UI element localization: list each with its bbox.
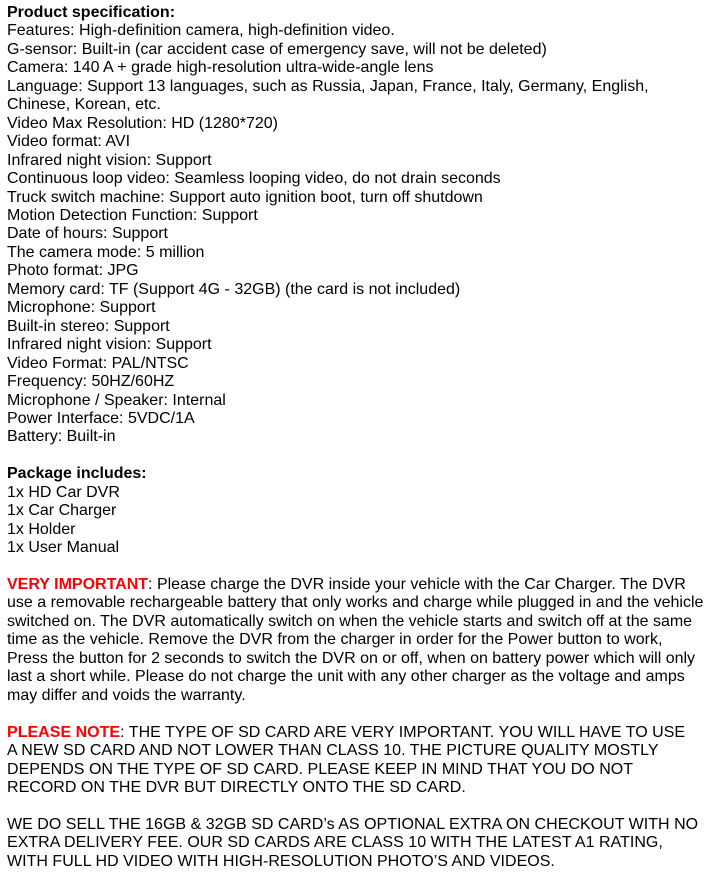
- offer-line: WE DO SELL THE 16GB & 32GB SD CARD’s AS OPTIONAL EXTRA ON CHECKOUT WITH NO: [7, 815, 699, 833]
- spec-item: Microphone / Speaker: Internal: [7, 391, 226, 409]
- section-spacer: [7, 558, 709, 576]
- spec-item: Camera: 140 A + grade high-resolution ultra-wide-angle lens: [7, 59, 434, 77]
- spec-item: Date of hours: Support: [7, 225, 168, 243]
- important-line: time as the vehicle. Remove the DVR from the charger in order for the Power button to work,: [7, 631, 663, 649]
- offer-line: EXTRA DELIVERY FEE. OUR SD CARDS ARE CLASS 10 WITH THE LATEST A1 RATING,: [7, 834, 663, 852]
- important-label: VERY IMPORTANT: [7, 576, 149, 594]
- spec-item: The camera mode: 5 million: [7, 243, 205, 261]
- important-text: : Please charge the DVR inside your vehicle with the Car Charger. The DVR: [148, 576, 686, 594]
- spec-item: Power Interface: 5VDC/1A: [7, 409, 195, 427]
- spec-item: G-sensor: Built-in (car accident case of emergency save, will not be deleted): [7, 40, 547, 58]
- spec-item: Photo format: JPG: [7, 262, 139, 280]
- spec-item: Language: Support 13 languages, such as Russia, Japan, France, Italy, Germany, English,: [7, 77, 649, 95]
- spec-item: Frequency: 50HZ/60HZ: [7, 373, 175, 391]
- product-description: [7, 4, 709, 871]
- sd-card-note: [7, 724, 709, 798]
- package-heading: Package includes:: [7, 465, 147, 483]
- important-line: may differ and voids the warranty.: [7, 686, 246, 704]
- note-line: RECORD ON THE DVR BUT DIRECTLY ONTO THE SD CARD.: [7, 778, 466, 796]
- package-list: [7, 484, 709, 558]
- package-item: 1x HD Car DVR: [7, 483, 120, 501]
- section-spacer: [7, 797, 709, 815]
- spec-item: Truck switch machine: Support auto ignition boot, turn off shutdown: [7, 188, 483, 206]
- spec-item: Motion Detection Function: Support: [7, 206, 258, 224]
- important-line: Press the button for 2 seconds to switch the DVR on or off, when on battery power which will only: [7, 649, 696, 667]
- package-item: 1x Car Charger: [7, 502, 117, 520]
- spec-item: Infrared night vision: Support: [7, 336, 212, 354]
- sd-card-offer: [7, 816, 709, 871]
- note-line: DEPENDS ON THE TYPE OF SD CARD. PLEASE KEEP IN MIND THAT YOU DO NOT: [7, 760, 634, 778]
- note-line: [7, 724, 709, 742]
- spec-item: Video Max Resolution: HD (1280*720): [7, 114, 278, 132]
- spec-item: Built-in stereo: Support: [7, 317, 170, 335]
- package-item: 1x Holder: [7, 520, 76, 538]
- spec-item: Memory card: TF (Support 4G - 32GB) (the card is not included): [7, 280, 461, 298]
- spec-item: Microphone: Support: [7, 299, 156, 317]
- spec-item: Features: High-definition camera, high-definition video.: [7, 22, 395, 40]
- offer-line: WITH FULL HD VIDEO WITH HIGH-RESOLUTION PHOTO’S AND VIDEOS.: [7, 852, 555, 870]
- spec-heading: Product specification:: [7, 4, 176, 21]
- note-label: PLEASE NOTE: [7, 723, 121, 741]
- note-line: A NEW SD CARD AND NOT LOWER THAN CLASS 10. THE PICTURE QUALITY MOSTLY: [7, 742, 659, 760]
- important-notice: [7, 576, 709, 705]
- spec-item: Infrared night vision: Support: [7, 151, 212, 169]
- spec-item: Battery: Built-in: [7, 428, 116, 446]
- spec-item: Video Format: PAL/NTSC: [7, 354, 189, 372]
- spec-item: Continuous loop video: Seamless looping video, do not drain seconds: [7, 170, 501, 188]
- section-spacer: [7, 447, 709, 465]
- spec-item: Video format: AVI: [7, 133, 131, 151]
- section-spacer: [7, 705, 709, 723]
- important-line: switched on. The DVR automatically switch on when the vehicle starts and switch off at the same: [7, 612, 693, 630]
- important-line: use a removable rechargeable battery that only works and charge while plugged in and the vehicle: [7, 594, 704, 612]
- important-line: last a short while. Please do not charge the unit with any other charger as the voltage and amps: [7, 668, 685, 686]
- spec-list: [7, 22, 709, 446]
- spec-item: Chinese, Korean, etc.: [7, 96, 161, 114]
- package-item: 1x User Manual: [7, 539, 120, 557]
- note-text: : THE TYPE OF SD CARD ARE VERY IMPORTANT. YOU WILL HAVE TO USE: [120, 723, 686, 741]
- important-line: [7, 576, 709, 594]
